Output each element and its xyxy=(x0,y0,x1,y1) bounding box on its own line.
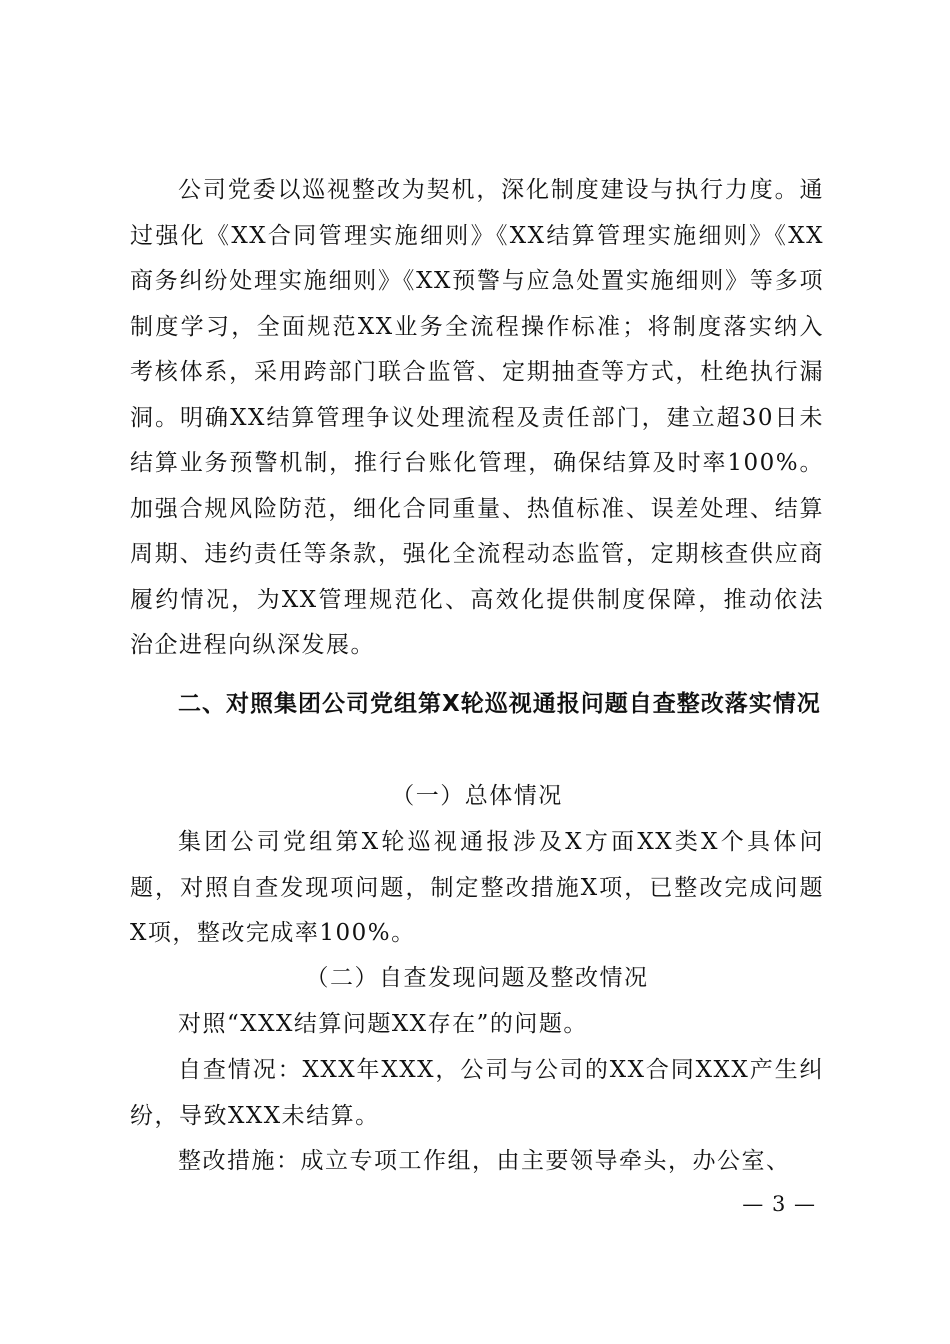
section-heading-2: 二、对照集团公司党组第X轮巡视通报问题自查整改落实情况 xyxy=(178,691,821,717)
paragraph-problem: 对照“XXX结算问题XX存在”的问题。 xyxy=(178,1011,588,1037)
paragraph-self-check-situation: 自查情况：XXX年XXX，公司与公司的XX合同XXX产生纠纷，导致XXX未结算。 xyxy=(130,1057,824,1129)
paragraph-system-building: 公司党委以巡视整改为契机，深化制度建设与执行力度。通过强化《XX合同管理实施细则》《XX结算管理实施细则》《XX商务纠纷处理实施细则》《XX预警与应急处置实施细则》等多项制度学习，全面规范XX业务全流程操作标准；将制度落实纳入考核体系，采用跨部门联合监管、定期抽查等方式，杜绝执行漏洞。明确XX结算管理争议处理流程及责任部门，建立超30日未结算业务预警机制，推行台账化管理，确保结算及时率100%。加强合规风险防范，细化合同重量、热值标准、误差处理、结算周期、违约责任等条款，强化全流程动态监管，定期核查供应商履约情况，为XX管理规范化、高效化提供制度保障，推动依法治企进程向纵深发展。 xyxy=(130,177,824,658)
subheading-self-check: （二）自查发现问题及整改情况 xyxy=(305,965,649,991)
subheading-overall: （一）总体情况 xyxy=(391,783,563,809)
page-number: — 3 — xyxy=(742,1192,816,1216)
paragraph-measures: 整改措施：成立专项工作组，由主要领导牵头，办公室、 xyxy=(178,1148,791,1174)
paragraph-overall: 集团公司党组第X轮巡视通报涉及X方面XX类X个具体问题，对照自查发现项问题，制定整改措施X项，已整改完成问题X项，整改完成率100%。 xyxy=(130,829,824,946)
